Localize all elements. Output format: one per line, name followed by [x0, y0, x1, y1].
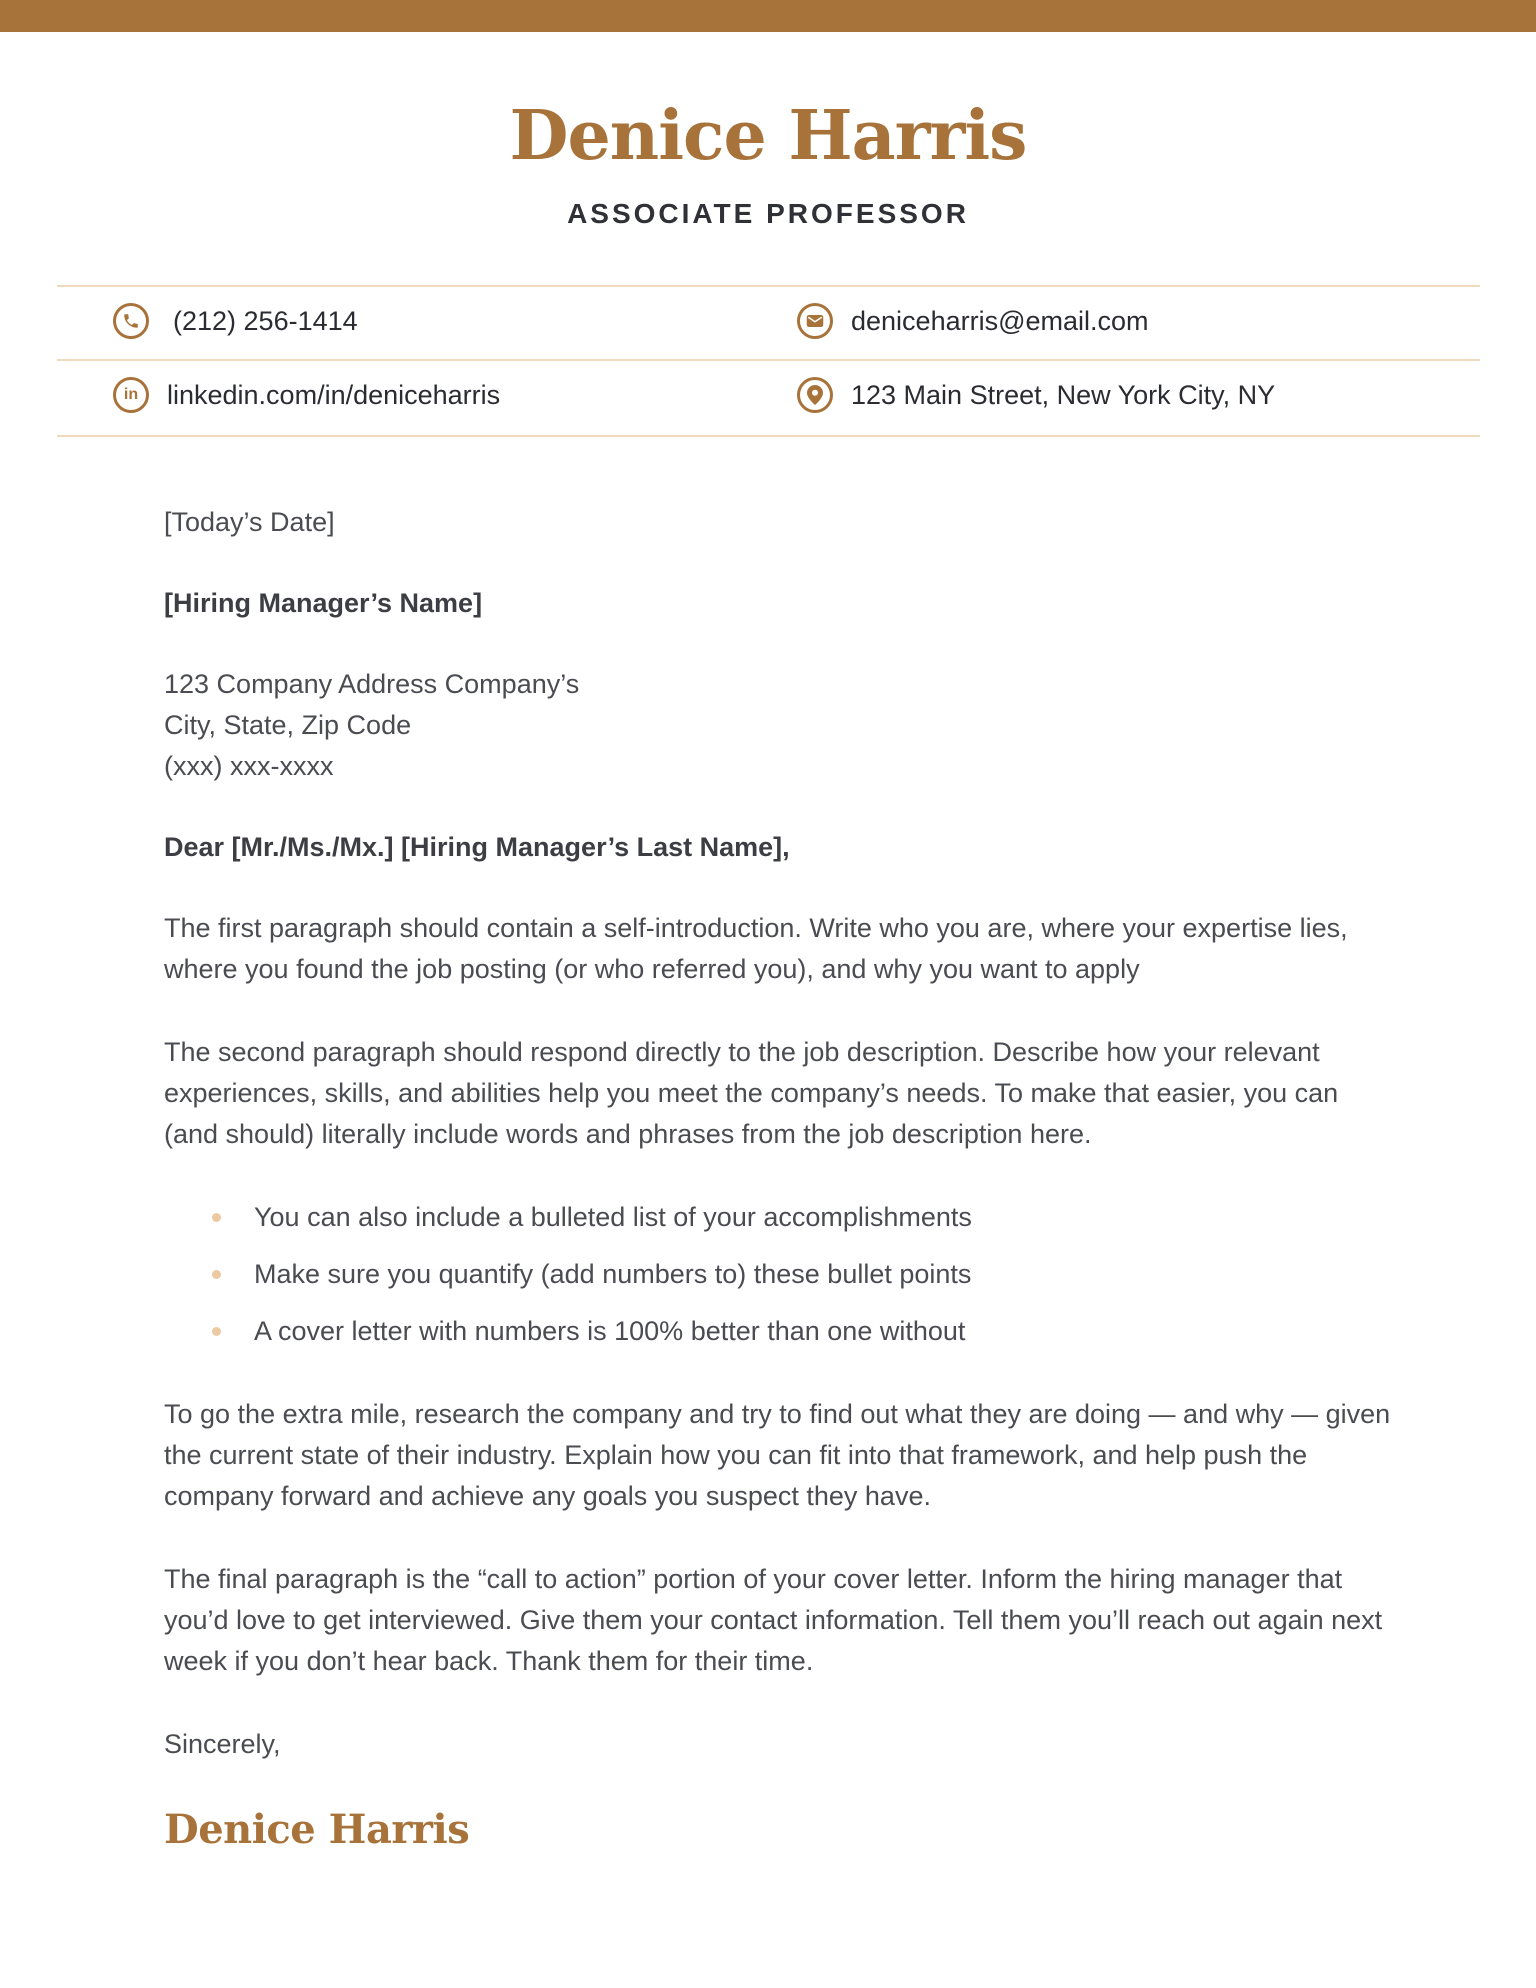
paragraph-intro: The first paragraph should contain a self-introduction. Write who you are, where your expertise lies, where you found the job posting (or who referred you), and why you want to apply: [164, 913, 1348, 984]
paragraph-call-to-action: The final paragraph is the “call to action” portion of your cover letter. Inform the hiring manager that you’d love to get interviewed. Give them your contact information. Tell them you’ll reach out again next week if you don’t hear back. Thank them for their time.: [164, 1564, 1383, 1676]
street-address: 123 Main Street, New York City, NY: [851, 379, 1276, 410]
address-line: City, State, Zip Code: [164, 710, 412, 740]
list-item: [164, 1197, 1394, 1238]
list-item-text: A cover letter with numbers is 100% better than one without: [254, 1316, 966, 1346]
email-icon: [797, 303, 833, 339]
letter-body: [164, 502, 1394, 1853]
linkedin-url: linkedin.com/in/deniceharris: [167, 379, 501, 410]
email-address: deniceharris@email.com: [851, 305, 1149, 336]
phone-icon: [113, 303, 149, 339]
letter-date: [Today’s Date]: [164, 507, 335, 537]
phone-number: (212) 256-1414: [173, 305, 358, 336]
list-item: [164, 1254, 1394, 1295]
list-item-text: You can also include a bulleted list of your accomplishments: [254, 1202, 972, 1232]
contact-info-table: [57, 285, 1480, 437]
closing: Sincerely,: [164, 1729, 281, 1759]
bullet-dot: [212, 1327, 221, 1336]
location-pin-icon: [797, 377, 833, 413]
bullet-dot: [212, 1270, 221, 1279]
job-title: ASSOCIATE PROFESSOR: [567, 198, 969, 229]
top-accent-bar: [0, 0, 1536, 32]
linkedin-icon-text: in: [123, 386, 139, 403]
linkedin-icon: [113, 377, 149, 413]
accomplishment-list: [164, 1197, 1394, 1352]
company-address: [164, 664, 1394, 787]
list-item: [164, 1311, 1394, 1352]
bullet-dot: [212, 1213, 221, 1222]
contact-phone[interactable]: [113, 303, 358, 339]
address-line: (xxx) xxx-xxxx: [164, 751, 334, 781]
applicant-name: Denice Harris: [509, 96, 1027, 176]
contact-linkedin[interactable]: [113, 377, 500, 413]
salutation: Dear [Mr./Ms./Mx.] [Hiring Manager’s Last Name],: [164, 832, 790, 862]
address-line: 123 Company Address Company’s: [164, 669, 580, 699]
paragraph-experience: The second paragraph should respond directly to the job description. Describe how your relevant experiences, skills, and abilities help you meet the company’s needs. To make that easier, you can (and should) literally include words and phrases from the job description here.: [164, 1037, 1339, 1149]
paragraph-research: To go the extra mile, research the company and try to find out what they are doing — and why — given the current state of their industry. Explain how you can fit into that framework, and help push the company forward and achieve any goals you suspect they have.: [164, 1399, 1391, 1511]
list-item-text: Make sure you quantify (add numbers to) these bullet points: [254, 1259, 972, 1289]
contact-divider: [57, 359, 1480, 361]
contact-email[interactable]: [797, 303, 1149, 339]
signature: Denice Harris: [164, 1806, 470, 1853]
contact-address[interactable]: [797, 377, 1275, 413]
hiring-manager-name: [Hiring Manager’s Name]: [164, 588, 483, 618]
